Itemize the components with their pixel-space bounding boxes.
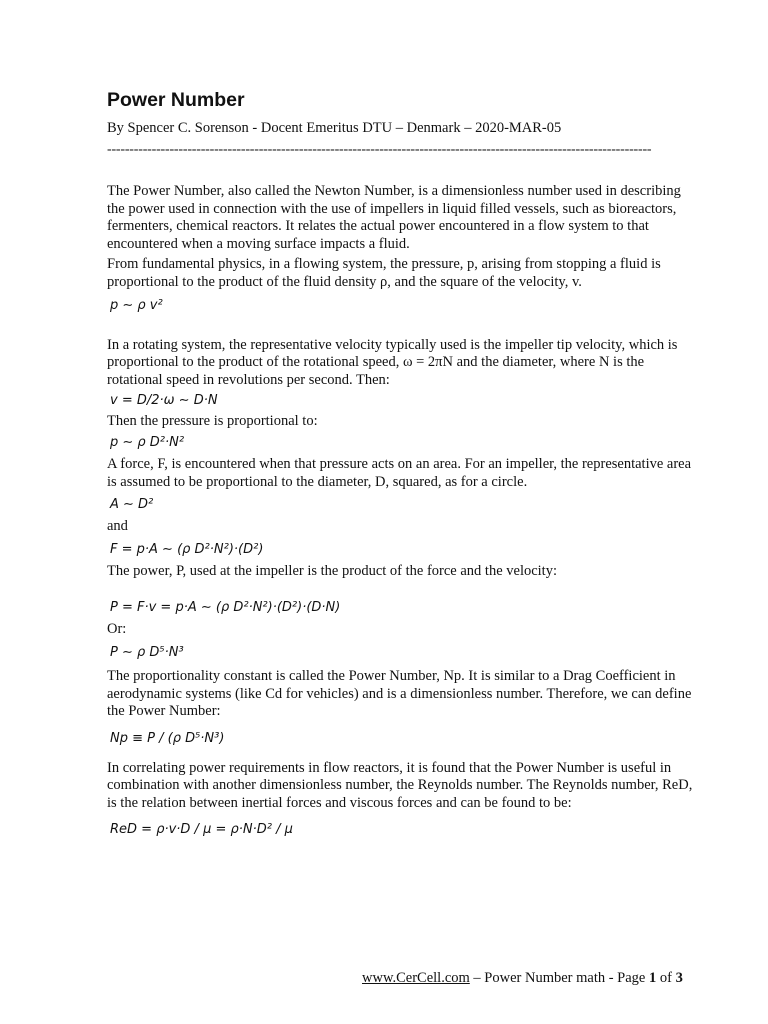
- equation-8: Np ≡ P / (ρ D⁵·N³): [110, 730, 225, 746]
- equation-3: p ∼ ρ D²·N²: [110, 434, 185, 450]
- equation-1: p ∼ ρ v²: [110, 297, 163, 313]
- equation-4: A ∼ D²: [110, 497, 154, 513]
- paragraph-rotating: In a rotating system, the representative velocity typically used is the impeller tip velocity, which is proportional to the product of the rotational speed, ω = 2πN and the diameter, where N is the rotational speed in revolutions per second. Then:: [107, 336, 678, 388]
- footer-text: – Power Number math - Page: [469, 970, 649, 986]
- intro-paragraph: The Power Number, also called the Newton Number, is a dimensionless number used in describing the power used in connection with the use of impellers in liquid filled vessels, such as bioreactors, fermenters, chemical reactors. It relates the actual power encountered in a flow system to that encountered when a moving surface impacts a fluid.: [107, 183, 681, 252]
- equation-6: P = F·v = p·A ∼ (ρ D²·N²)·(D²)·(D·N): [110, 600, 341, 616]
- equation-5: F = p·A ∼ (ρ D²·N²)·(D²): [110, 541, 264, 557]
- paragraph-power-number: The proportionality constant is called the Power Number, Np. It is similar to a Drag Coefficient in aerodynamic systems (like Cd for vehicles) and is a dimensionless number. Therefore, we can define the Power Number:: [107, 667, 692, 720]
- footer-page-total: 3: [675, 970, 683, 986]
- footer-link[interactable]: www.CerCell.com: [362, 970, 470, 986]
- paragraph-and: and: [107, 518, 128, 535]
- paragraph-or: Or:: [107, 621, 127, 638]
- footer-of: of: [656, 970, 676, 986]
- equation-9: ReD = ρ·v·D / μ = ρ·N·D² / μ: [110, 822, 293, 838]
- paragraph-force: A force, F, is encountered when that pressure acts on an area. For an impeller, the representative area is assumed to be proportional to the diameter, D, squared, as for a circle.: [107, 455, 692, 490]
- equation-7: P ∼ ρ D⁵·N³: [110, 644, 184, 660]
- paragraph-pressure-proportional: Then the pressure is proportional to:: [107, 413, 318, 430]
- paragraph-reynolds: In correlating power requirements in flow reactors, it is found that the Power Number is useful in combination with another dimensionless number, the Reynolds number. The Reynolds number, ReD, is the relation between inertial forces and viscous forces and can be found to be:: [107, 759, 693, 811]
- document-page: [107, 86, 697, 837]
- paragraph-pressure: From fundamental physics, in a flowing system, the pressure, p, arising from stopping a fluid is proportional to the product of the fluid density ρ, and the square of the velocity, v.: [107, 256, 661, 290]
- page-footer: [362, 970, 683, 987]
- paragraph-power: The power, P, used at the impeller is the product of the force and the velocity:: [107, 562, 557, 579]
- equation-2: v = D/2·ω ∼ D·N: [110, 393, 218, 409]
- footer-page-number: 1: [649, 970, 657, 986]
- divider: --------------------------------------------------------------------------------------------------------------------------: [107, 142, 652, 157]
- page-title: Power Number: [107, 89, 245, 111]
- byline: By Spencer C. Sorenson - Docent Emeritus DTU – Denmark – 2020-MAR-05: [107, 120, 562, 136]
